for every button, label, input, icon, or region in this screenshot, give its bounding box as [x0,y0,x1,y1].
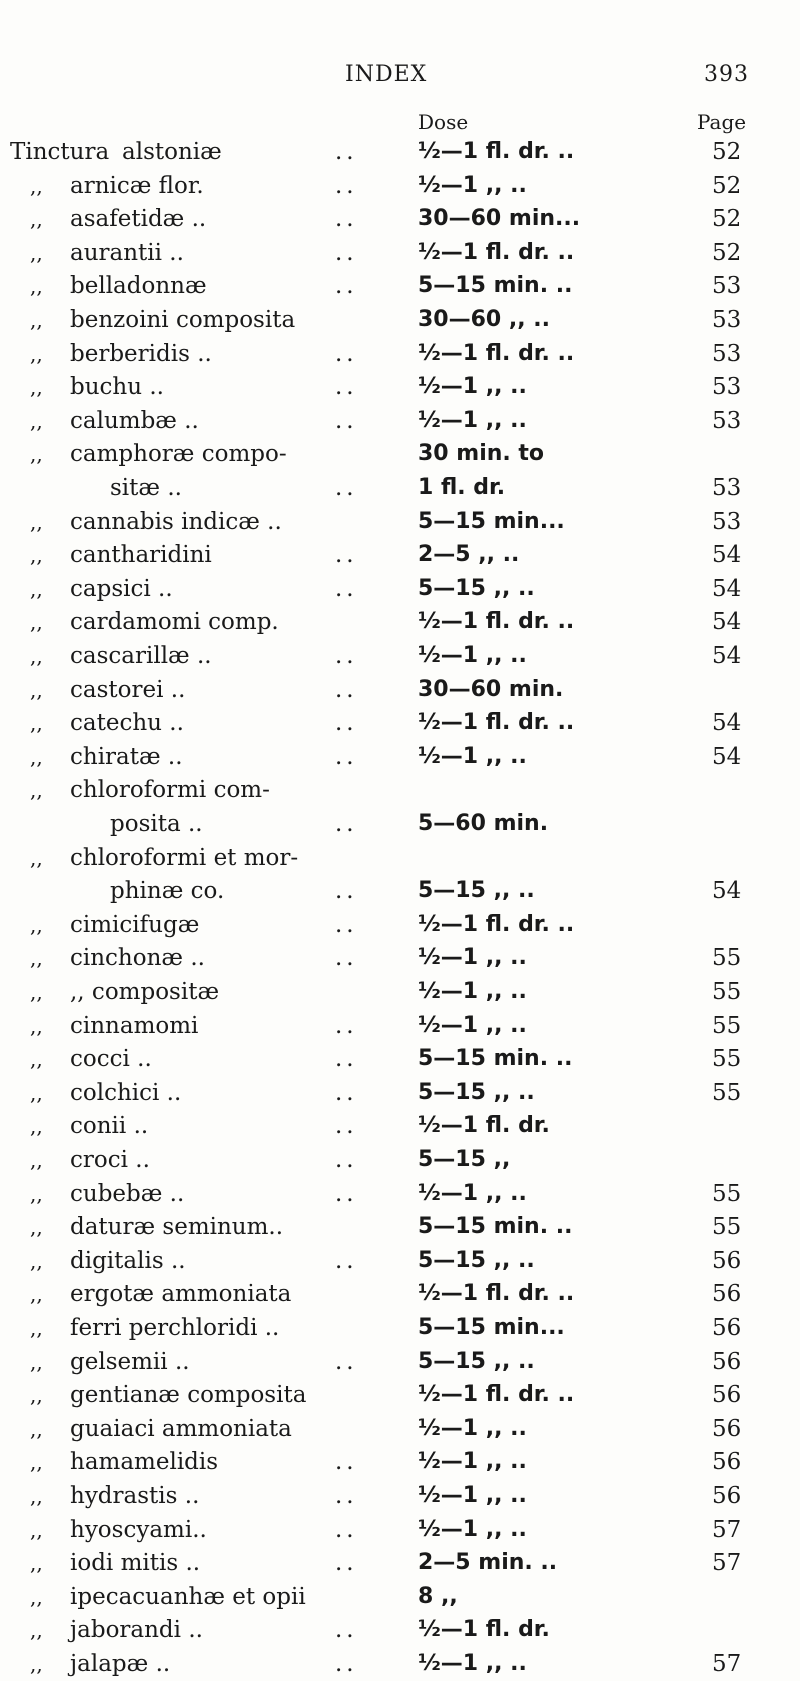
index-entry [0,807,800,841]
entry-dose: ½—1 ,, .. [418,1449,527,1475]
index-entry [0,1345,800,1379]
entry-name: buchu .. [70,374,164,401]
index-entry [0,1210,800,1244]
ditto-mark: ,, [30,308,43,332]
entry-name: castorei .. [70,676,186,703]
entry-page: 55 [712,1214,742,1241]
entry-dose: 5—15 min... [418,1315,565,1340]
leader-dots: .. [335,206,358,233]
entry-page: 53 [712,475,742,501]
entry-name: hydrastis .. [70,1483,200,1509]
entry-page: 54 [712,743,742,770]
entry-dose: ½—1 fl. dr. [418,1113,550,1139]
index-entry [0,1109,800,1143]
entry-dose: ½—1 ,, .. [418,172,527,198]
dose-column-heading: Dose [418,110,469,134]
index-entry [0,1076,800,1110]
entry-page: 56 [712,1415,742,1442]
entry-page: 57 [712,1651,742,1677]
entry-page: 56 [712,1348,742,1375]
index-entry [0,269,800,303]
entry-name: guaiaci ammoniata [70,1415,292,1442]
leader-dots: .. [335,811,358,837]
entry-page: 57 [712,1550,742,1577]
entry-name: chloroformi com- [70,777,270,804]
entry-page: 55 [712,979,742,1005]
leader-dots: .. [335,273,358,300]
ditto-mark: ,, [30,1450,43,1475]
entry-name: cubebæ .. [70,1180,185,1207]
entry-dose: ½—1 ,, .. [418,945,527,971]
entry-dose: 5—15 ,, .. [418,1348,535,1374]
entry-name: gelsemii .. [70,1348,190,1375]
ditto-mark: ,, [30,1349,43,1374]
ditto-mark: ,, [30,442,43,467]
index-entry [0,1244,800,1278]
entry-dose: 30—60 min. [418,676,564,702]
entry-name: cocci .. [70,1046,152,1073]
index-entry [0,706,800,740]
index-entry [0,1311,800,1345]
ditto-mark: ,, [30,1282,43,1307]
leader-dots: .. [335,676,358,703]
index-entry [0,572,800,606]
entry-dose: 2—5 min. .. [418,1550,558,1576]
ditto-mark: ,, [30,1148,43,1172]
ditto-mark: ,, [30,912,43,937]
entry-dose: 5—60 min. [418,811,549,836]
page-title: INDEX [345,62,428,87]
leader-dots: .. [335,743,358,770]
entry-dose: ½—1 ,, .. [418,1516,527,1542]
entry-dose: ½—1 ,, .. [418,1012,527,1038]
entry-dose: ½—1 ,, .. [418,1651,527,1676]
ditto-mark: ,, [30,1652,43,1676]
entry-name: chloroformi et mor- [70,844,299,871]
ditto-mark: ,, [30,1047,43,1072]
ditto-mark: ,, [30,1215,43,1240]
entry-name: berberidis .. [70,340,212,367]
entry-page: 55 [712,1012,742,1039]
entry-dose: 5—15 min. .. [418,273,573,299]
ditto-mark: ,, [30,341,43,366]
leader-dots: .. [335,139,358,165]
ditto-mark: ,, [30,1181,43,1206]
index-entry [0,1613,800,1647]
ditto-mark: ,, [30,711,43,736]
leader-dots: .. [335,1180,358,1207]
entry-name: benzoini composita [70,307,296,333]
entry-dose: ½—1 fl. dr. .. [418,139,575,164]
ditto-mark: ,, [30,1383,43,1408]
ditto-mark: ,, [30,1013,43,1038]
index-entry [0,471,800,505]
ditto-mark: ,, [30,1551,43,1576]
ditto-mark: ,, [30,1248,43,1273]
ditto-mark: ,, [30,980,43,1004]
entry-dose: ½—1 fl. dr. .. [418,609,575,635]
ditto-mark: ,, [30,207,43,232]
entry-page: 56 [712,1281,742,1308]
leader-dots: .. [335,575,358,602]
entry-dose: 5—15 ,, [418,1147,511,1172]
entry-name: cinchonæ .. [70,945,205,972]
entry-name: chiratæ .. [70,743,183,770]
leader-dots: .. [335,239,358,266]
page-number: 393 [704,62,749,87]
entry-name: croci .. [70,1147,150,1173]
entry-name: ipecacuanhæ et opii [70,1583,306,1610]
entry-name: ferri perchloridi .. [70,1315,280,1341]
entry-dose: ½—1 fl. dr. .. [418,1382,575,1408]
entry-name: cinnamomi [70,1012,199,1039]
leader-dots: .. [335,340,358,367]
entry-dose: 5—15 min... [418,508,565,534]
entry-name: phinæ co. [110,878,225,905]
entry-name: cannabis indicæ .. [70,508,282,535]
leader-dots: .. [335,374,358,401]
ditto-mark: ,, [30,778,43,803]
entry-dose: ½—1 ,, .. [418,643,527,668]
entry-page: 53 [712,407,742,434]
ditto-mark: ,, [30,1484,43,1508]
index-entry [0,135,800,169]
index-entry [0,1647,800,1681]
index-entry [0,941,800,975]
ditto-mark: ,, [30,1114,43,1139]
entry-page: 53 [712,307,742,333]
leader-dots: .. [335,1516,358,1543]
index-entry [0,1009,800,1043]
entry-dose: 5—15 min. .. [418,1046,573,1072]
entry-page: 56 [712,1483,742,1509]
entry-page: 52 [712,139,742,165]
entry-dose: 30—60 min... [418,206,581,232]
ditto-mark: ,, [30,677,43,702]
entry-dose: 2—5 ,, .. [418,542,520,568]
index-entry [0,975,800,1009]
index-entry [0,908,800,942]
entry-page: 56 [712,1449,742,1476]
entry-name: ergotæ ammoniata [70,1281,292,1308]
index-entry [0,1277,800,1311]
entry-name: cardamomi comp. [70,609,279,636]
entry-dose: 5—15 ,, .. [418,878,535,904]
entry-name: colchici .. [70,1079,182,1106]
leader-dots: .. [335,1550,358,1577]
leader-dots: .. [335,1113,358,1140]
entry-page: 54 [712,643,742,669]
leader-dots: .. [335,172,358,199]
index-entry [0,1479,800,1513]
index-entry [0,1412,800,1446]
entry-page: 54 [712,710,742,737]
ditto-mark: ,, [30,1416,43,1441]
index-entry [0,1378,800,1412]
entry-page: 52 [712,172,742,199]
entry-page: 53 [712,374,742,401]
entry-dose: ½—1 ,, .. [418,979,527,1004]
index-entry [0,505,800,539]
leader-dots: .. [335,1651,358,1677]
entry-dose: 8 ,, [418,1583,458,1609]
entry-name: asafetidæ .. [70,206,207,233]
ditto-mark: ,, [30,1316,43,1340]
entry-page: 53 [712,273,742,300]
entry-dose: ½—1 ,, .. [418,374,527,400]
entry-name: cantharidini [70,542,212,569]
entry-name: camphoræ compo- [70,441,287,468]
ditto-mark: ,, [30,610,43,635]
entry-name: cimicifugæ [70,911,200,938]
leader-dots: .. [335,710,358,737]
ditto-mark: ,, [30,744,43,769]
index-entry [0,437,800,471]
entry-dose: ½—1 fl. dr. .. [418,340,575,366]
entry-name: hyoscyami.. [70,1516,207,1543]
leader-dots: .. [335,542,358,569]
entry-dose: 5—15 min. .. [418,1214,573,1240]
index-entry [0,538,800,572]
entry-dose: ½—1 ,, .. [418,1483,527,1508]
ditto-mark: ,, [30,173,43,198]
entry-dose: ½—1 ,, .. [418,1180,527,1206]
entry-page: 52 [712,239,742,266]
entry-dose: 5—15 ,, .. [418,1247,535,1273]
entry-name: capsici .. [70,575,173,602]
entry-name: aurantii .. [70,239,184,266]
entry-page: 56 [712,1315,742,1341]
index-entry [0,773,800,807]
entry-page: 57 [712,1516,742,1543]
index-entry [0,1042,800,1076]
ditto-mark: ,, [30,1618,43,1643]
entry-dose: 5—15 ,, .. [418,575,535,601]
ditto-mark: ,, [30,1584,43,1609]
leader-dots: .. [335,1147,358,1173]
leader-dots: .. [335,945,358,972]
ditto-mark: ,, [30,946,43,971]
entry-name: iodi mitis .. [70,1550,201,1577]
index-entry [0,370,800,404]
ditto-mark: ,, [30,644,43,668]
entry-dose: 30 min. to [418,441,545,467]
entry-page: 54 [712,575,742,602]
entry-page: 55 [712,1180,742,1207]
leader-dots: .. [335,1247,358,1274]
index-entry [0,236,800,270]
leader-dots: .. [335,407,358,434]
leader-dots: .. [335,1012,358,1039]
entry-name: arnicæ flor. [70,172,204,199]
entry-dose: ½—1 fl. dr. .. [418,911,575,937]
index-entry [0,1513,800,1547]
entry-page: 54 [712,878,742,905]
index-entry [0,673,800,707]
leader-dots: .. [335,1617,358,1644]
entry-dose: 5—15 ,, .. [418,1079,535,1105]
ditto-mark: ,, [30,408,43,433]
entry-name: digitalis .. [70,1247,186,1274]
entry-name: jaborandi .. [70,1617,203,1644]
leader-dots: .. [335,475,358,501]
entry-dose: ½—1 ,, .. [418,407,527,433]
entry-page: 56 [712,1247,742,1274]
entry-name: alstoniæ [122,139,222,165]
index-entry [0,841,800,875]
index-entry [0,1445,800,1479]
index-entry [0,740,800,774]
ditto-mark: ,, [30,1080,43,1105]
index-entry [0,169,800,203]
entry-dose: 1 fl. dr. [418,475,506,500]
entry-name: ,, compositæ [70,979,220,1005]
entry-page: 54 [712,542,742,569]
entry-name: daturæ seminum.. [70,1214,284,1241]
entry-name: cascarillæ .. [70,643,212,669]
leader-dots: .. [335,911,358,938]
ditto-mark: ,, [30,240,43,265]
index-entry [0,1580,800,1614]
entry-name: jalapæ .. [70,1651,171,1677]
leader-dots: .. [335,643,358,669]
index-entry [0,605,800,639]
index-entry [0,404,800,438]
ditto-mark: ,, [30,1517,43,1542]
entry-page: 54 [712,609,742,636]
index-entry [0,202,800,236]
entry-page: 53 [712,508,742,535]
entry-name: belladonnæ [70,273,207,300]
leader-dots: .. [335,1348,358,1375]
page-column-heading: Page [697,110,747,134]
leader-dots: .. [335,1449,358,1476]
entry-page: 56 [712,1382,742,1409]
entry-dose: ½—1 ,, .. [418,743,527,769]
index-entry [0,1143,800,1177]
entry-dose: ½—1 fl. dr. .. [418,239,575,265]
entry-name: catechu .. [70,710,184,737]
lead-word: Tinctura [10,139,110,165]
entry-name: gentianæ composita [70,1382,307,1409]
leader-dots: .. [335,1483,358,1509]
ditto-mark: ,, [30,274,43,299]
leader-dots: .. [335,1079,358,1106]
entry-name: conii .. [70,1113,149,1140]
running-head [0,62,800,92]
entry-dose: ½—1 fl. dr. [418,1617,550,1643]
leader-dots: .. [335,1046,358,1073]
index-entry [0,874,800,908]
ditto-mark: ,, [30,509,43,534]
entry-name: posita .. [110,811,203,837]
ditto-mark: ,, [30,576,43,601]
entry-page: 55 [712,1046,742,1073]
entry-page: 53 [712,340,742,367]
entry-name: sitæ .. [110,475,182,501]
index-entry [0,303,800,337]
leader-dots: .. [335,878,358,905]
entry-dose: 30—60 ,, .. [418,307,550,332]
entry-page: 55 [712,945,742,972]
entry-dose: ½—1 ,, .. [418,1415,527,1441]
ditto-mark: ,, [30,375,43,400]
ditto-mark: ,, [30,845,43,870]
entry-page: 55 [712,1079,742,1106]
entry-dose: ½—1 fl. dr. .. [418,1281,575,1307]
index-entry [0,337,800,371]
entry-dose: ½—1 fl. dr. .. [418,710,575,736]
entry-name: calumbæ .. [70,407,199,434]
ditto-mark: ,, [30,543,43,568]
index-entry [0,639,800,673]
index-entry [0,1177,800,1211]
entry-page: 52 [712,206,742,233]
index-entry [0,1546,800,1580]
entry-name: hamamelidis [70,1449,219,1476]
